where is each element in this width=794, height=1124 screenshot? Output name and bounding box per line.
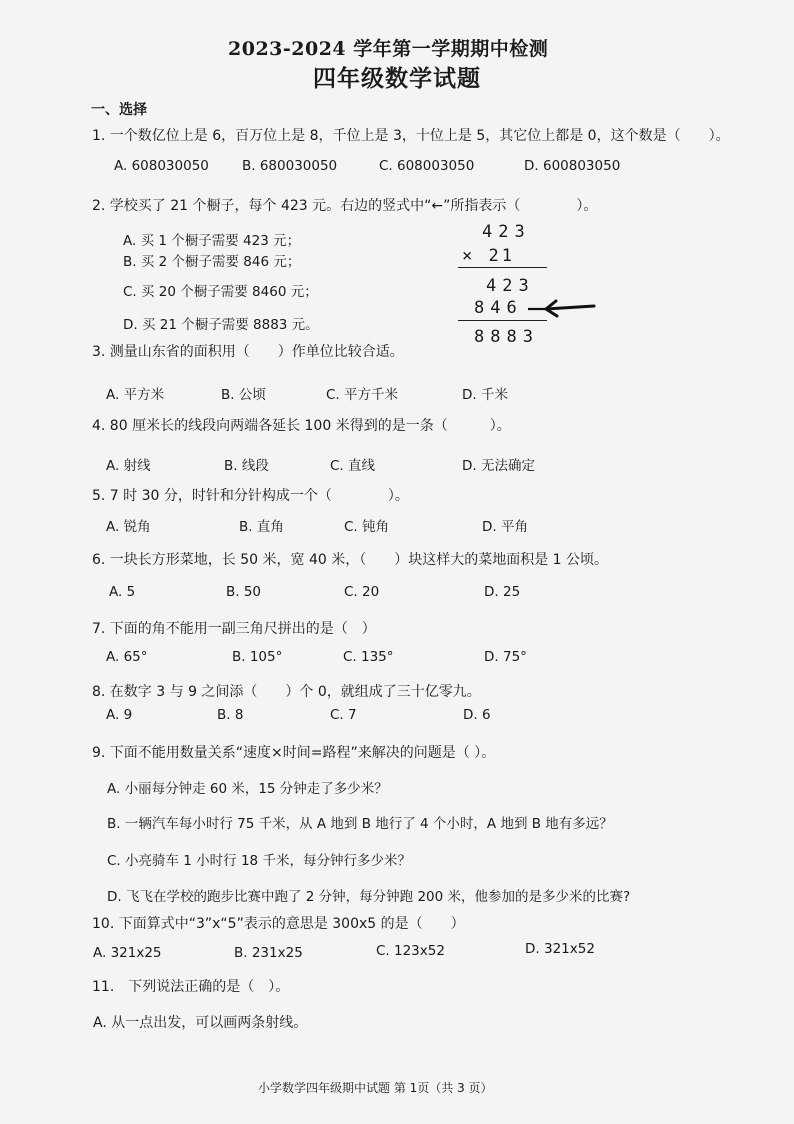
- q5-option-a: A. 锐角: [106, 519, 151, 535]
- question-10-stem: 10. 下面算式中“3”x“5”表示的意思是 300x5 的是（ ）: [92, 916, 465, 932]
- q2-option-b: B. 买 2 个橱子需要 846 元；: [123, 254, 301, 270]
- calc-result: 8883: [474, 327, 539, 347]
- q10-option-a: A. 321x25: [93, 945, 162, 961]
- q10-option-b: B. 231x25: [234, 945, 303, 961]
- q4-option-b: B. 线段: [224, 458, 269, 474]
- arrow-left-icon: [524, 298, 596, 320]
- q9-option-c: C. 小亮骑车 1 小时行 18 千米，每分钟行多少米？: [107, 853, 411, 869]
- q10-option-c: C. 123x52: [376, 943, 445, 959]
- q8-option-a: A. 9: [106, 707, 133, 723]
- q11-option-a: A. 从一点出发，可以画两条射线。: [93, 1015, 308, 1031]
- question-6-stem: 6. 一块长方形菜地，长 50 米，宽 40 米，（ ）块这样大的菜地面积是 1 公顷。: [92, 552, 609, 568]
- q6-option-b: B. 50: [226, 584, 262, 600]
- q4-option-c: C. 直线: [330, 458, 376, 474]
- q6-option-d: D. 25: [484, 584, 521, 600]
- q2-option-a: A. 买 1 个橱子需要 423 元；: [123, 233, 301, 249]
- calc-rule-1: [458, 267, 547, 268]
- q10-option-d: D. 321x52: [525, 941, 595, 957]
- q2-option-c: C. 买 20 个橱子需要 8460 元；: [123, 284, 318, 300]
- q9-option-b: B. 一辆汽车每小时行 75 千米，从 A 地到 B 地行了 4 个小时，A 地到 B 地有多远？: [107, 816, 613, 832]
- question-11-stem: 11. 下列说法正确的是（ ）。: [92, 979, 290, 995]
- q8-option-d: D. 6: [463, 707, 491, 723]
- question-3-stem: 3. 测量山东省的面积用（ ）作单位比较合适。: [92, 344, 404, 360]
- q5-option-d: D. 平角: [482, 519, 528, 535]
- q1-option-c: C. 608003050: [379, 158, 475, 174]
- q5-option-b: B. 直角: [239, 519, 284, 535]
- calc-rule-2: [458, 320, 547, 321]
- q7-option-d: D. 75°: [484, 649, 527, 665]
- q1-option-b: B. 680030050: [242, 158, 338, 174]
- q5-option-c: C. 钝角: [344, 519, 390, 535]
- question-1-stem: 1. 一个数亿位上是 6，百万位上是 8，千位上是 3，十位上是 5，其它位上都是 0，这个数是（ ）。: [92, 128, 730, 144]
- question-5-stem: 5. 7 时 30 分，时针和分针构成一个（ ）。: [92, 488, 409, 504]
- q3-option-c: C. 平方千米: [326, 387, 399, 403]
- q7-option-c: C. 135°: [343, 649, 394, 665]
- q7-option-b: B. 105°: [232, 649, 283, 665]
- section-heading: 一、选择: [91, 102, 147, 118]
- q4-option-a: A. 射线: [106, 458, 151, 474]
- q4-option-d: D. 无法确定: [462, 458, 535, 474]
- calc-partial-2: 846: [474, 298, 523, 318]
- exam-subtitle: 四年级数学试题: [313, 65, 481, 92]
- q9-option-a: A. 小丽每分钟走 60 米，15 分钟走了多少米？: [107, 781, 388, 797]
- q3-option-a: A. 平方米: [106, 387, 165, 403]
- calc-multiplier: × 21: [462, 246, 515, 266]
- q6-option-a: A. 5: [109, 584, 136, 600]
- q2-option-d: D. 买 21 个橱子需要 8883 元。: [123, 317, 319, 333]
- q8-option-b: B. 8: [217, 707, 244, 723]
- calc-multiplicand: 423: [482, 222, 531, 242]
- q7-option-a: A. 65°: [106, 649, 148, 665]
- question-4-stem: 4. 80 厘米长的线段向两端各延长 100 米得到的是一条（ ）。: [92, 418, 511, 434]
- question-7-stem: 7. 下面的角不能用一副三角尺拼出的是（ ）: [92, 621, 376, 637]
- q3-option-d: D. 千米: [462, 387, 508, 403]
- question-2-stem: 2. 学校买了 21 个橱子，每个 423 元。右边的竖式中“←”所指表示（ ）。: [92, 198, 598, 214]
- q3-option-b: B. 公顷: [221, 387, 266, 403]
- q1-option-a: A. 608030050: [114, 158, 209, 174]
- exam-title: 2023-2024 学年第一学期期中检测: [228, 38, 549, 60]
- question-9-stem: 9. 下面不能用数量关系“速度×时间=路程”来解决的问题是（ ）。: [92, 745, 496, 761]
- q6-option-c: C. 20: [344, 584, 380, 600]
- question-8-stem: 8. 在数字 3 与 9 之间添（ ）个 0，就组成了三十亿零九。: [92, 684, 481, 700]
- q8-option-c: C. 7: [330, 707, 357, 723]
- calc-partial-1: 423: [486, 276, 535, 296]
- q9-option-d: D. 飞飞在学校的跑步比赛中跑了 2 分钟，每分钟跑 200 米，他参加的是多少米的比赛?: [107, 889, 631, 905]
- q1-option-d: D. 600803050: [524, 158, 621, 174]
- page-footer: 小学数学四年级期中试题 第 1页（共 3 页）: [258, 1081, 493, 1095]
